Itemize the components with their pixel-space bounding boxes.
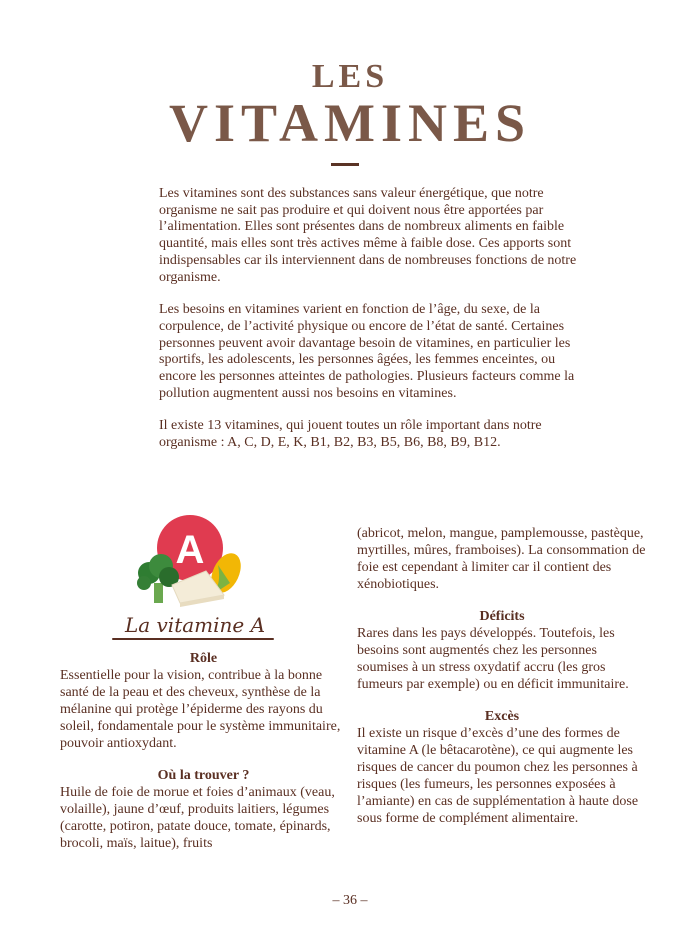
excess-heading: Excès <box>484 709 520 724</box>
where-text: Huile de foie de morue et foies d’animaux (veau, volaille), jaune d’œuf, produits laitiers, légumes (carotte, potiron, patate douce, tomate, épinards, brocoli, maïs, laitue), fruits <box>60 785 335 851</box>
vitamin-badge-letter: A <box>175 528 205 572</box>
left-column <box>60 650 347 852</box>
title-les: LES <box>311 58 389 95</box>
deficits-text: Rares dans les pays développés. Toutefois, les besoins sont augmentés chez les personnes soumises à un stress oxydatif accru (les gros fumeurs par exemple) ou en déficit immunitaire. <box>357 626 629 692</box>
intro-paragraph: Les besoins en vitamines varient en fonction de l’âge, du sexe, de la corpulence, de l’activité physique ou encore de l’état de santé. Certaines personnes peuvent avoir davantage besoin de vitamines, en particulier les sportifs, les adolescents, les personnes âgées, les femmes enceintes, ou encore les personnes atteintes de pathologies. Plusieurs facteurs comme la pollution augmentent aussi nos besoins en vitamines. <box>159 302 575 401</box>
deficits-heading: Déficits <box>479 609 525 624</box>
role-heading: Rôle <box>189 651 218 666</box>
title-divider <box>331 163 359 166</box>
intro-paragraph: Il existe 13 vitamines, qui jouent toutes un rôle important dans notre organisme : A, C, D, E, K, B1, B2, B3, B5, B6, B8, B9, B12. <box>159 418 542 451</box>
where-heading: Où la trouver ? <box>157 768 250 783</box>
where-text-continued: (abricot, melon, mangue, pamplemousse, pastèque, myrtilles, mûres, framboises). La consommation de foie est cependant à limiter car il contient des xénobiotiques. <box>357 526 646 592</box>
role-text: Essentielle pour la vision, contribue à la bonne santé de la peau et des cheveux, synthèse de la mélanine qui protège l’épiderme des rayons du soleil, fondamentale pour le système immunitaire, pouvoir antioxydant. <box>60 668 341 751</box>
page-number: – 36 – <box>332 893 368 908</box>
right-column <box>357 525 647 827</box>
excess-text: Il existe un risque d’excès d’une des formes de vitamine A (le bêtacarotène), ce qui augmente les risques de cancer du poumon chez les personnes à risques (les fumeurs, les personnes exposées à l’amiante) en cas de supplémentation à haute dose sous forme de complément alimentaire. <box>357 726 639 826</box>
intro-text <box>159 186 579 468</box>
subtitle-underline <box>112 638 274 640</box>
title-vitamines: VITAMINES <box>168 93 532 153</box>
vitamin-a-illustration <box>136 513 246 608</box>
intro-paragraph: Les vitamines sont des substances sans valeur énergétique, que notre organisme ne sait pas produire et qui doivent nous être apportées par l’alimentation. Elles sont présentes dans de nombreux aliments en faible quantité, mais elles sont très actives même à faible dose. Ces apports sont indispensables car ils interviennent dans de nombreuses fonctions de notre organisme. <box>159 186 577 285</box>
vitamin-a-subtitle: La vitamine A <box>124 613 266 637</box>
